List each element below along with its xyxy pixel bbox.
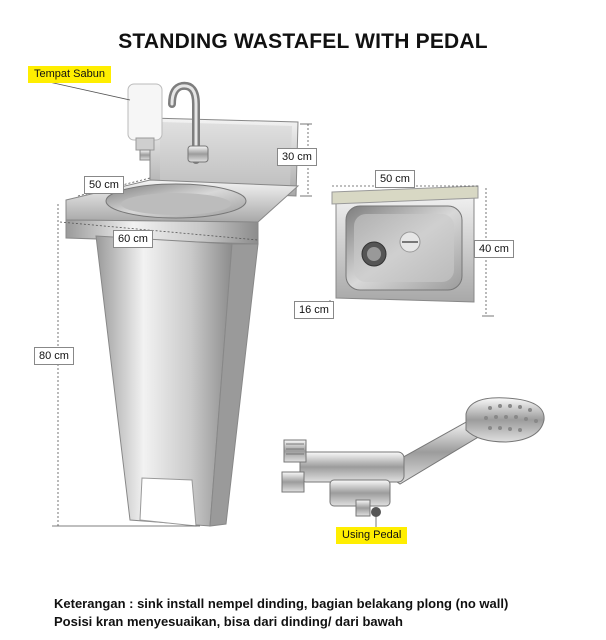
dimension-sink-width: 60 cm [113, 230, 153, 248]
dimension-sink-depth: 50 cm [84, 176, 124, 194]
soap-dispenser-label: Tempat Sabun [28, 66, 111, 83]
top-view-sink [332, 186, 478, 302]
dimension-backsplash-height: 30 cm [277, 148, 317, 166]
foot-pedal [282, 398, 544, 517]
note-line-2: Posisi kran menyesuaikan, bisa dari dinding/ dari bawah [54, 614, 403, 629]
note-line-1: Keterangan : sink install nempel dinding, bagian belakang plong (no wall) [54, 596, 509, 611]
dimension-top-width: 50 cm [375, 170, 415, 188]
page-title: STANDING WASTAFEL WITH PEDAL [118, 30, 488, 53]
pedal-label: Using Pedal [336, 527, 407, 544]
dimension-top-depth: 40 cm [474, 240, 514, 258]
dimension-stand-height: 80 cm [34, 347, 74, 365]
dimension-bowl-depth: 16 cm [294, 301, 334, 319]
standing-sink [66, 84, 298, 526]
